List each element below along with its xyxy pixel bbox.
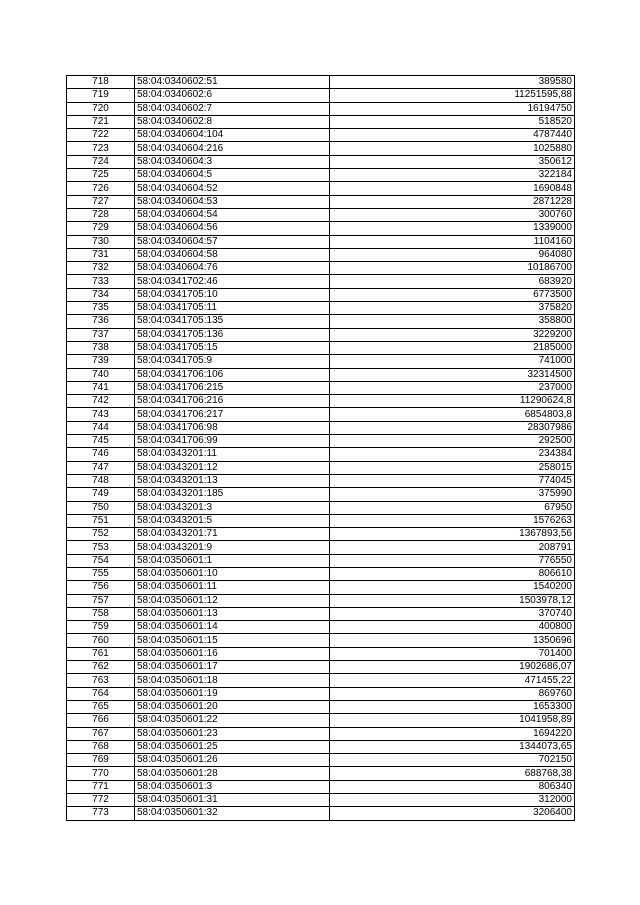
cadastral-number: 58:04:0350601:28	[135, 767, 330, 780]
cadastral-number: 58:04:0350601:31	[135, 794, 330, 807]
row-number: 728	[67, 208, 135, 221]
table-row	[67, 248, 575, 261]
row-number: 729	[67, 222, 135, 235]
cadastral-value: 258015	[330, 461, 575, 474]
cadastral-number: 58:04:0343201:3	[135, 501, 330, 514]
cadastral-value: 1653300	[330, 700, 575, 713]
cadastral-number: 58:04:0340604:3	[135, 155, 330, 168]
cadastral-number: 58:04:0350601:26	[135, 754, 330, 767]
row-number: 726	[67, 182, 135, 195]
table-row	[67, 368, 575, 381]
row-number: 749	[67, 488, 135, 501]
cadastral-number: 58:04:0341706:217	[135, 408, 330, 421]
cadastral-number: 58:04:0340604:104	[135, 129, 330, 142]
cadastral-number: 58:04:0343201:71	[135, 528, 330, 541]
table-row	[67, 474, 575, 487]
table-row	[67, 727, 575, 740]
cadastral-number: 58:04:0341705:11	[135, 302, 330, 315]
row-number: 725	[67, 169, 135, 182]
cadastral-value: 688768,38	[330, 767, 575, 780]
cadastral-number: 58:04:0343201:9	[135, 541, 330, 554]
row-number: 760	[67, 634, 135, 647]
table-row	[67, 700, 575, 713]
cadastral-number: 58:04:0350601:10	[135, 567, 330, 580]
cadastral-value: 375990	[330, 488, 575, 501]
row-number: 753	[67, 541, 135, 554]
row-number: 737	[67, 328, 135, 341]
cadastral-number: 58:04:0350601:25	[135, 740, 330, 753]
row-number: 721	[67, 115, 135, 128]
cadastral-value: 2871228	[330, 195, 575, 208]
row-number: 740	[67, 368, 135, 381]
row-number: 755	[67, 567, 135, 580]
row-number: 767	[67, 727, 135, 740]
table-row	[67, 661, 575, 674]
cadastral-value: 358800	[330, 315, 575, 328]
cadastral-number: 58:04:0340604:57	[135, 235, 330, 248]
row-number: 772	[67, 794, 135, 807]
table-row	[67, 541, 575, 554]
table-row	[67, 129, 575, 142]
table-row	[67, 674, 575, 687]
cadastral-value: 1503978,12	[330, 594, 575, 607]
table-row	[67, 754, 575, 767]
row-number: 738	[67, 341, 135, 354]
cadastral-number: 58:04:0341705:15	[135, 341, 330, 354]
row-number: 756	[67, 581, 135, 594]
cadastral-value: 11290624,8	[330, 395, 575, 408]
table-row	[67, 594, 575, 607]
cadastral-value: 4787440	[330, 129, 575, 142]
row-number: 732	[67, 262, 135, 275]
cadastral-number: 58:04:0340604:58	[135, 248, 330, 261]
row-number: 743	[67, 408, 135, 421]
cadastral-number: 58:04:0350601:20	[135, 700, 330, 713]
cadastral-value: 741000	[330, 355, 575, 368]
row-number: 761	[67, 647, 135, 660]
table-row	[67, 195, 575, 208]
row-number: 771	[67, 780, 135, 793]
table-row	[67, 780, 575, 793]
row-number: 719	[67, 89, 135, 102]
cadastral-value: 350612	[330, 155, 575, 168]
cadastral-number: 58:04:0341706:106	[135, 368, 330, 381]
cadastral-value: 11251595,88	[330, 89, 575, 102]
row-number: 748	[67, 474, 135, 487]
table-row	[67, 262, 575, 275]
cadastral-value: 32314500	[330, 368, 575, 381]
cadastral-value: 234384	[330, 448, 575, 461]
row-number: 747	[67, 461, 135, 474]
table-row	[67, 581, 575, 594]
row-number: 768	[67, 740, 135, 753]
cadastral-value: 964080	[330, 248, 575, 261]
row-number: 739	[67, 355, 135, 368]
row-number: 773	[67, 807, 135, 820]
cadastral-value: 1339000	[330, 222, 575, 235]
row-number: 730	[67, 235, 135, 248]
row-number: 764	[67, 687, 135, 700]
cadastral-value: 237000	[330, 381, 575, 394]
table-row	[67, 115, 575, 128]
table-row	[67, 102, 575, 115]
cadastral-value: 776550	[330, 554, 575, 567]
table-row	[67, 408, 575, 421]
row-number: 733	[67, 275, 135, 288]
row-number: 741	[67, 381, 135, 394]
cadastral-number: 58:04:0343201:5	[135, 514, 330, 527]
row-number: 731	[67, 248, 135, 261]
cadastral-value: 1694220	[330, 727, 575, 740]
cadastral-value: 1104160	[330, 235, 575, 248]
table-row	[67, 275, 575, 288]
table-row	[67, 714, 575, 727]
row-number: 745	[67, 435, 135, 448]
cadastral-value: 375820	[330, 302, 575, 315]
cadastral-number: 58:04:0350601:11	[135, 581, 330, 594]
cadastral-value: 1540200	[330, 581, 575, 594]
row-number: 770	[67, 767, 135, 780]
cadastral-value: 1902686,07	[330, 661, 575, 674]
table-row	[67, 807, 575, 820]
table-row	[67, 647, 575, 660]
table-row	[67, 76, 575, 89]
table-row	[67, 607, 575, 620]
cadastral-value: 471455,22	[330, 674, 575, 687]
table-row	[67, 302, 575, 315]
cadastral-number: 58:04:0350601:15	[135, 634, 330, 647]
table-row	[67, 155, 575, 168]
table-row	[67, 235, 575, 248]
table-row	[67, 435, 575, 448]
table-row	[67, 288, 575, 301]
row-number: 763	[67, 674, 135, 687]
cadastral-number: 58:04:0350601:17	[135, 661, 330, 674]
cadastral-number: 58:04:0350601:32	[135, 807, 330, 820]
cadastral-value: 683920	[330, 275, 575, 288]
row-number: 750	[67, 501, 135, 514]
cadastral-value: 389580	[330, 76, 575, 89]
row-number: 757	[67, 594, 135, 607]
row-number: 718	[67, 76, 135, 89]
cadastral-value: 1576263	[330, 514, 575, 527]
table-row	[67, 461, 575, 474]
table-body	[67, 76, 575, 821]
table-row	[67, 182, 575, 195]
cadastral-number: 58:04:0350601:3	[135, 780, 330, 793]
row-number: 724	[67, 155, 135, 168]
cadastral-number: 58:04:0340602:6	[135, 89, 330, 102]
cadastral-number: 58:04:0350601:14	[135, 621, 330, 634]
cadastral-value-table	[66, 75, 575, 821]
table-row	[67, 89, 575, 102]
table-row	[67, 315, 575, 328]
cadastral-value: 806610	[330, 567, 575, 580]
row-number: 765	[67, 700, 135, 713]
row-number: 766	[67, 714, 135, 727]
cadastral-value: 3229200	[330, 328, 575, 341]
cadastral-value: 400800	[330, 621, 575, 634]
cadastral-number: 58:04:0340604:52	[135, 182, 330, 195]
table-row	[67, 554, 575, 567]
row-number: 759	[67, 621, 135, 634]
table-row	[67, 421, 575, 434]
cadastral-value: 774045	[330, 474, 575, 487]
row-number: 734	[67, 288, 135, 301]
table-row	[67, 567, 575, 580]
cadastral-value: 10186700	[330, 262, 575, 275]
table-row	[67, 687, 575, 700]
row-number: 742	[67, 395, 135, 408]
table-row	[67, 381, 575, 394]
row-number: 752	[67, 528, 135, 541]
row-number: 744	[67, 421, 135, 434]
cadastral-number: 58:04:0343201:185	[135, 488, 330, 501]
cadastral-number: 58:04:0350601:13	[135, 607, 330, 620]
cadastral-value: 312000	[330, 794, 575, 807]
cadastral-value: 1344073,65	[330, 740, 575, 753]
cadastral-number: 58:04:0343201:13	[135, 474, 330, 487]
cadastral-value: 806340	[330, 780, 575, 793]
row-number: 723	[67, 142, 135, 155]
row-number: 758	[67, 607, 135, 620]
table-row	[67, 488, 575, 501]
cadastral-number: 58:04:0350601:16	[135, 647, 330, 660]
table-row	[67, 621, 575, 634]
cadastral-value: 322184	[330, 169, 575, 182]
cadastral-value: 2185000	[330, 341, 575, 354]
cadastral-value: 869760	[330, 687, 575, 700]
row-number: 727	[67, 195, 135, 208]
row-number: 754	[67, 554, 135, 567]
cadastral-number: 58:04:0341705:136	[135, 328, 330, 341]
cadastral-number: 58:04:0340602:7	[135, 102, 330, 115]
cadastral-value: 370740	[330, 607, 575, 620]
cadastral-value: 292500	[330, 435, 575, 448]
table-row	[67, 448, 575, 461]
row-number: 735	[67, 302, 135, 315]
cadastral-value: 208791	[330, 541, 575, 554]
row-number: 722	[67, 129, 135, 142]
cadastral-value: 1690848	[330, 182, 575, 195]
cadastral-number: 58:04:0340602:51	[135, 76, 330, 89]
row-number: 720	[67, 102, 135, 115]
row-number: 762	[67, 661, 135, 674]
cadastral-number: 58:04:0350601:23	[135, 727, 330, 740]
cadastral-number: 58:04:0340604:5	[135, 169, 330, 182]
cadastral-number: 58:04:0340602:8	[135, 115, 330, 128]
cadastral-value: 16194750	[330, 102, 575, 115]
table-row	[67, 169, 575, 182]
table-row	[67, 328, 575, 341]
table-row	[67, 528, 575, 541]
row-number: 751	[67, 514, 135, 527]
cadastral-number: 58:04:0340604:56	[135, 222, 330, 235]
cadastral-value: 6854803,8	[330, 408, 575, 421]
table-row	[67, 341, 575, 354]
cadastral-value: 28307986	[330, 421, 575, 434]
cadastral-number: 58:04:0341706:216	[135, 395, 330, 408]
cadastral-number: 58:04:0340604:54	[135, 208, 330, 221]
cadastral-value: 701400	[330, 647, 575, 660]
row-number: 736	[67, 315, 135, 328]
cadastral-value: 1367893,56	[330, 528, 575, 541]
table-row	[67, 501, 575, 514]
cadastral-number: 58:04:0340604:53	[135, 195, 330, 208]
cadastral-value: 67950	[330, 501, 575, 514]
cadastral-number: 58:04:0350601:1	[135, 554, 330, 567]
table-row	[67, 208, 575, 221]
table-row	[67, 634, 575, 647]
cadastral-number: 58:04:0341706:99	[135, 435, 330, 448]
cadastral-number: 58:04:0340604:216	[135, 142, 330, 155]
cadastral-number: 58:04:0341702:46	[135, 275, 330, 288]
table-row	[67, 514, 575, 527]
cadastral-value: 300760	[330, 208, 575, 221]
cadastral-number: 58:04:0350601:12	[135, 594, 330, 607]
table-row	[67, 395, 575, 408]
cadastral-value: 1350696	[330, 634, 575, 647]
table-row	[67, 142, 575, 155]
row-number: 746	[67, 448, 135, 461]
cadastral-number: 58:04:0341706:98	[135, 421, 330, 434]
cadastral-number: 58:04:0350601:18	[135, 674, 330, 687]
cadastral-value: 1041958,89	[330, 714, 575, 727]
cadastral-value: 518520	[330, 115, 575, 128]
cadastral-number: 58:04:0350601:22	[135, 714, 330, 727]
table-row	[67, 355, 575, 368]
cadastral-number: 58:04:0343201:12	[135, 461, 330, 474]
cadastral-number: 58:04:0341705:135	[135, 315, 330, 328]
cadastral-number: 58:04:0343201:11	[135, 448, 330, 461]
cadastral-number: 58:04:0340604:76	[135, 262, 330, 275]
cadastral-number: 58:04:0341705:10	[135, 288, 330, 301]
table-row	[67, 222, 575, 235]
row-number: 769	[67, 754, 135, 767]
cadastral-value: 3206400	[330, 807, 575, 820]
cadastral-number: 58:04:0341705:9	[135, 355, 330, 368]
table-row	[67, 794, 575, 807]
table-row	[67, 740, 575, 753]
table-row	[67, 767, 575, 780]
cadastral-value: 1025880	[330, 142, 575, 155]
cadastral-number: 58:04:0350601:19	[135, 687, 330, 700]
cadastral-value: 702150	[330, 754, 575, 767]
cadastral-value: 6773500	[330, 288, 575, 301]
cadastral-number: 58:04:0341706:215	[135, 381, 330, 394]
